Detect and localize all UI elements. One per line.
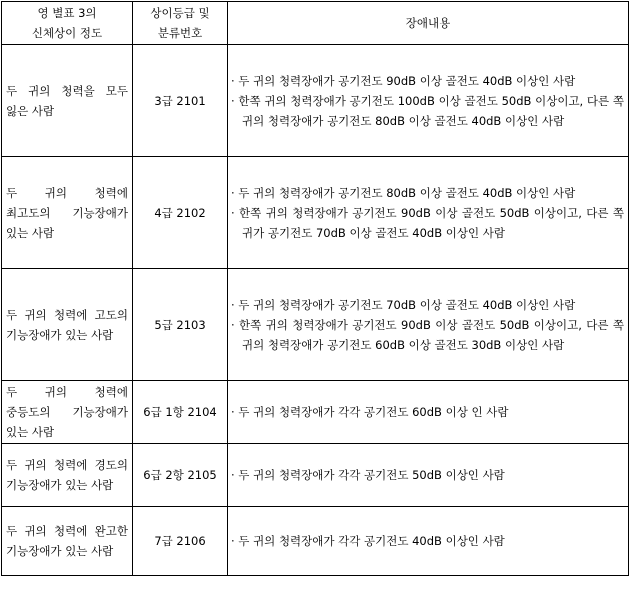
table-body [2, 45, 629, 576]
hearing-disability-table [1, 1, 629, 576]
details-cell [228, 507, 629, 576]
grade-cell: 6급 1항 2104 [133, 381, 228, 444]
detail-item: · 두 귀의 청력장애가 각각 공기전도 50dB 이상인 사람 [231, 468, 505, 482]
detail-item: · 두 귀의 청력장애가 각각 공기전도 40dB 이상인 사람 [231, 534, 505, 548]
detail-item: · 두 귀의 청력장애가 각각 공기전도 60dB 이상 인 사람 [231, 405, 509, 419]
table-row [2, 381, 629, 444]
condition-cell: 두 귀의 청력에 완고한 기능장애가 있는 사람 [2, 507, 133, 576]
header-grade [133, 2, 228, 45]
table-row [2, 507, 629, 576]
details-cell [228, 45, 629, 157]
grade-cell: 3급 2101 [133, 45, 228, 157]
condition-cell: 두 귀의 청력에 최고도의 기능장애가 있는 사람 [2, 157, 133, 269]
condition-cell: 두 귀의 청력에 중등도의 기능장애가 있는 사람 [2, 381, 133, 444]
header-row [2, 2, 629, 45]
detail-item: · 두 귀의 청력장애가 공기전도 80dB 이상 골전도 40dB 이상인 사람 [231, 185, 576, 200]
condition-cell: 두 귀의 청력을 모두 잃은 사람 [2, 45, 133, 157]
header-condition [2, 2, 133, 45]
detail-item: · 한쪽 귀의 청력장애가 공기전도 90dB 이상 골전도 50dB 이상이고, 다른 쪽 귀가 공기전도 70dB 이상 골전도 40dB 이상인 사람 [231, 205, 624, 240]
header-condition-line2: 신체상이 정도 [31, 26, 103, 40]
table-row [2, 157, 629, 269]
grade-cell: 5급 2103 [133, 269, 228, 381]
header-grade-line1: 상이등급 및 [150, 6, 210, 20]
details-cell [228, 444, 629, 507]
grade-cell: 7급 2106 [133, 507, 228, 576]
table-row [2, 444, 629, 507]
details-cell [228, 381, 629, 444]
detail-item: · 한쪽 귀의 청력장애가 공기전도 100dB 이상 골전도 50dB 이상이고, 다른 쪽 귀의 청력장애가 공기전도 80dB 이상 골전도 40dB 이상인 사람 [231, 93, 624, 128]
condition-cell: 두 귀의 청력에 경도의 기능장애가 있는 사람 [2, 444, 133, 507]
detail-item: · 두 귀의 청력장애가 공기전도 90dB 이상 골전도 40dB 이상인 사람 [231, 73, 576, 88]
header-grade-line2: 분류번호 [157, 26, 203, 40]
header-details: 장애내용 [228, 2, 629, 45]
grade-cell: 6급 2항 2105 [133, 444, 228, 507]
condition-cell: 두 귀의 청력에 고도의 기능장애가 있는 사람 [2, 269, 133, 381]
details-cell [228, 157, 629, 269]
grade-cell: 4급 2102 [133, 157, 228, 269]
table-row [2, 269, 629, 381]
header-condition-line1: 영 별표 3의 [37, 6, 97, 20]
detail-item: · 한쪽 귀의 청력장애가 공기전도 90dB 이상 골전도 50dB 이상이고, 다른 쪽 귀의 청력장애가 공기전도 60dB 이상 골전도 30dB 이상인 사람 [231, 317, 624, 352]
detail-item: · 두 귀의 청력장애가 공기전도 70dB 이상 골전도 40dB 이상인 사람 [231, 297, 576, 312]
details-cell [228, 269, 629, 381]
table-row [2, 45, 629, 157]
